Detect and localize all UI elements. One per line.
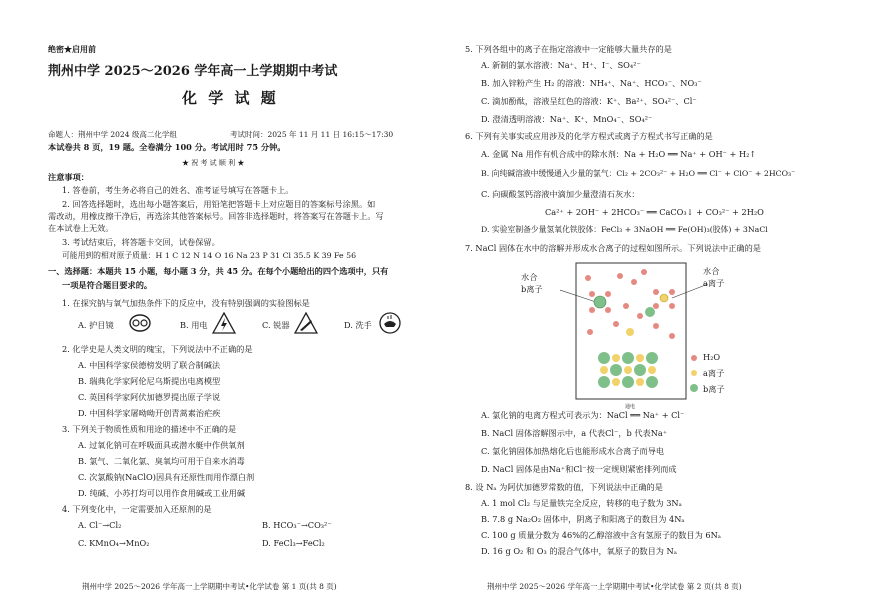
- goggles-icon: [128, 312, 152, 334]
- legend-a-symbol: [691, 370, 697, 376]
- q2-option: D. 中国科学家屠呦呦开创青蒿素治疟疾: [78, 408, 221, 418]
- q6-equation: Ca²⁺ + 2OH⁻ + 2HCO₃⁻ ══ CaCO₃↓ + CO₃²⁻ + 2H₂O: [545, 207, 764, 217]
- q2-option: A. 中国科学家侯德榜发明了联合制碱法: [78, 360, 221, 370]
- q8-option: B. 7.8 g Na₂O₂ 固体中，阴离子和阳离子的数目为 4Nₐ: [481, 514, 685, 524]
- q3-option: A. 过氧化钠可在呼吸面具或潜水艇中作供氧剂: [78, 440, 245, 450]
- question-6: 6. 下列有关事实或应用涉及的化学方程式或离子方程式书写正确的是: [465, 131, 713, 141]
- legend-b-symbol: [690, 384, 698, 392]
- arrow-condition: 通电: [625, 404, 636, 410]
- electricity-icon: [212, 312, 236, 334]
- q4-option: A. Cl⁻→Cl₂: [78, 520, 122, 530]
- q1-option: A. 护目镜: [78, 320, 114, 330]
- q1-option: B. 用电: [180, 320, 208, 330]
- section-heading: 一、选择题：本题共 15 小题，每小题 3 分，共 45 分。在每个小题给出的四个选项中，只有: [48, 266, 389, 276]
- q6-option: D. 实验室制备少量氢氧化铁胶体：FeCl₃ + 3NaOH ══ Fe(OH)₃(胶体) + 3NaCl: [481, 225, 768, 234]
- note-line: 需改动，用橡皮擦干净后，再选涂其他答案标号。回答非选择题时，将答案写在答题卡上。写: [48, 211, 384, 221]
- page-footer: 荆州中学 2025～2026 学年高一上学期期中考试•化学试卷 第 2 页(共 8 页): [487, 582, 742, 591]
- diagram-label: 水合: [703, 266, 720, 276]
- note-line: 在本试卷上无效。: [48, 223, 114, 233]
- legend-water: H₂O: [703, 352, 721, 362]
- good-luck: ★ 祝 考 试 顺 利 ★: [182, 159, 245, 167]
- note-line: 2. 回答选择题时，选出每小题答案后，用铅笔把答题卡上对应题目的答案标号涂黑。如: [62, 199, 376, 209]
- question-7: 7. NaCl 固体在水中的溶解并形成水合离子的过程如图所示。下列说法中正确的是: [465, 243, 761, 253]
- q7-option: D. NaCl 固体是由Na⁺和Cl⁻按一定规则紧密排列而成: [481, 464, 677, 474]
- q5-option: A. 新制的氯水溶液：Na⁺、H⁺、I⁻、SO₄²⁻: [481, 60, 641, 70]
- note-line: 1. 答卷前，考生务必将自己的姓名、准考证号填写在答题卡上。: [62, 185, 294, 195]
- nacl-dissolution-diagram: [560, 262, 710, 402]
- q3-option: D. 纯碱、小苏打均可以用作食用碱或工业用碱: [78, 488, 246, 498]
- intro: 本试卷共 8 页，19 题。全卷满分 100 分。考试用时 75 分钟。: [48, 142, 286, 152]
- exam-time: 考试时间：2025 年 11 月 11 日 16:15～17:30: [230, 130, 394, 139]
- q6-option: A. 金属 Na 用作有机合成中的除水剂：Na + H₂O ══ Na⁺ + OH⁻ + H₂↑: [481, 149, 757, 159]
- q7-option: C. 氯化钠固体加热熔化后也能形成水合离子而导电: [481, 446, 665, 456]
- q8-option: A. 1 mol Cl₂ 与足量铁完全反应，转移的电子数为 3Nₐ: [481, 498, 682, 508]
- exam-title: 荆州中学 2025～2026 学年高一上学期期中考试: [48, 64, 338, 79]
- q4-option: B. HCO₃⁻→CO₃²⁻: [262, 520, 332, 530]
- q6-option: C. 向碳酸氢钙溶液中滴加少量澄清石灰水：: [481, 189, 640, 199]
- diagram-label: 水合: [521, 272, 538, 282]
- secret-label: 绝密★启用前: [48, 44, 96, 54]
- question-8: 8. 设 Nₐ 为阿伏加德罗常数的值，下列说法中正确的是: [465, 482, 663, 492]
- legend-b-ion: b离子: [703, 384, 725, 394]
- legend-a-ion: a离子: [703, 368, 725, 378]
- diagram-label: a离子: [703, 278, 725, 288]
- question-3: 3. 下列关于物质性质和用途的描述中不正确的是: [62, 424, 237, 434]
- q5-option: C. 滴加酚酞，溶液呈红色的溶液：K⁺、Ba²⁺、SO₄²⁻、Cl⁻: [481, 96, 697, 106]
- subject-title: 化 学 试 题: [182, 89, 279, 107]
- q2-option: B. 瑞典化学家阿伦尼乌斯提出电离模型: [78, 376, 221, 386]
- q3-option: C. 次氯酸钠(NaClO)因具有还原性而用作漂白剂: [78, 472, 255, 482]
- q8-option: C. 100 g 质量分数为 46%的乙醇溶液中含有氢原子的数目为 6Nₐ: [481, 530, 721, 540]
- q1-option: D. 洗手: [344, 320, 372, 330]
- q7-option: A. 氯化钠的电离方程式可表示为：NaCl ══ Na⁺ + Cl⁻: [481, 410, 685, 420]
- q4-option: C. KMnO₄→MnO₂: [78, 538, 150, 548]
- q6-option: B. 向纯碱溶液中缓慢通入少量的氯气：Cl₂ + 2CO₃²⁻ + H₂O ══ Cl⁻ + ClO⁻ + 2HCO₃⁻: [481, 169, 796, 178]
- proposer: 命题人：荆州中学 2024 级高二化学组: [48, 130, 177, 139]
- q7-option: B. NaCl 固体溶解图示中，a 代表Cl⁻，b 代表Na⁺: [481, 428, 668, 438]
- sharp-object-icon: [294, 312, 318, 334]
- notes-title: 注意事项：: [48, 172, 89, 182]
- section-heading: 一项是符合题目要求的。: [62, 280, 153, 290]
- question-1: 1. 在探究钠与氧气加热条件下的反应中，没有特别强调的实验图标是: [62, 298, 310, 308]
- q3-option: B. 氯气、二氧化氯、臭氧均可用于自来水消毒: [78, 456, 245, 466]
- atomic-mass: 可能用到的相对原子质量：H 1 C 12 N 14 O 16 Na 23 P 31 Cl 35.5 K 39 Fe 56: [62, 251, 357, 260]
- q8-option: D. 16 g O₂ 和 O₃ 的混合气体中，氧原子的数目为 Nₐ: [481, 546, 677, 556]
- nacl-lattice: [598, 352, 658, 388]
- question-4: 4. 下列变化中，一定需要加入还原剂的是: [62, 504, 212, 514]
- note-line: 3. 考试结束后，将答题卡交回，试卷保留。: [62, 237, 220, 247]
- diagram-label: b离子: [521, 284, 543, 294]
- wash-hands-icon: [378, 312, 402, 334]
- q1-option: C. 锐器: [262, 320, 290, 330]
- page-footer: 荆州中学 2025～2026 学年高一上学期期中考试•化学试卷 第 1 页(共 8 页): [82, 582, 337, 591]
- q5-option: D. 澄清透明溶液：Na⁺、K⁺、MnO₄⁻、SO₄²⁻: [481, 114, 653, 124]
- question-5: 5. 下列各组中的离子在指定溶液中一定能够大量共存的是: [465, 44, 672, 54]
- legend-water-symbol: [691, 355, 697, 361]
- q5-option: B. 加入锌粉产生 H₂ 的溶液：NH₄⁺、Na⁺、HCO₃⁻、NO₃⁻: [481, 78, 702, 88]
- q2-option: C. 英国科学家阿伏加德罗提出原子学说: [78, 392, 221, 402]
- question-2: 2. 化学史是人类文明的瑰宝，下列说法中不正确的是: [62, 344, 253, 354]
- q4-option: D. FeCl₃→FeCl₂: [262, 538, 325, 548]
